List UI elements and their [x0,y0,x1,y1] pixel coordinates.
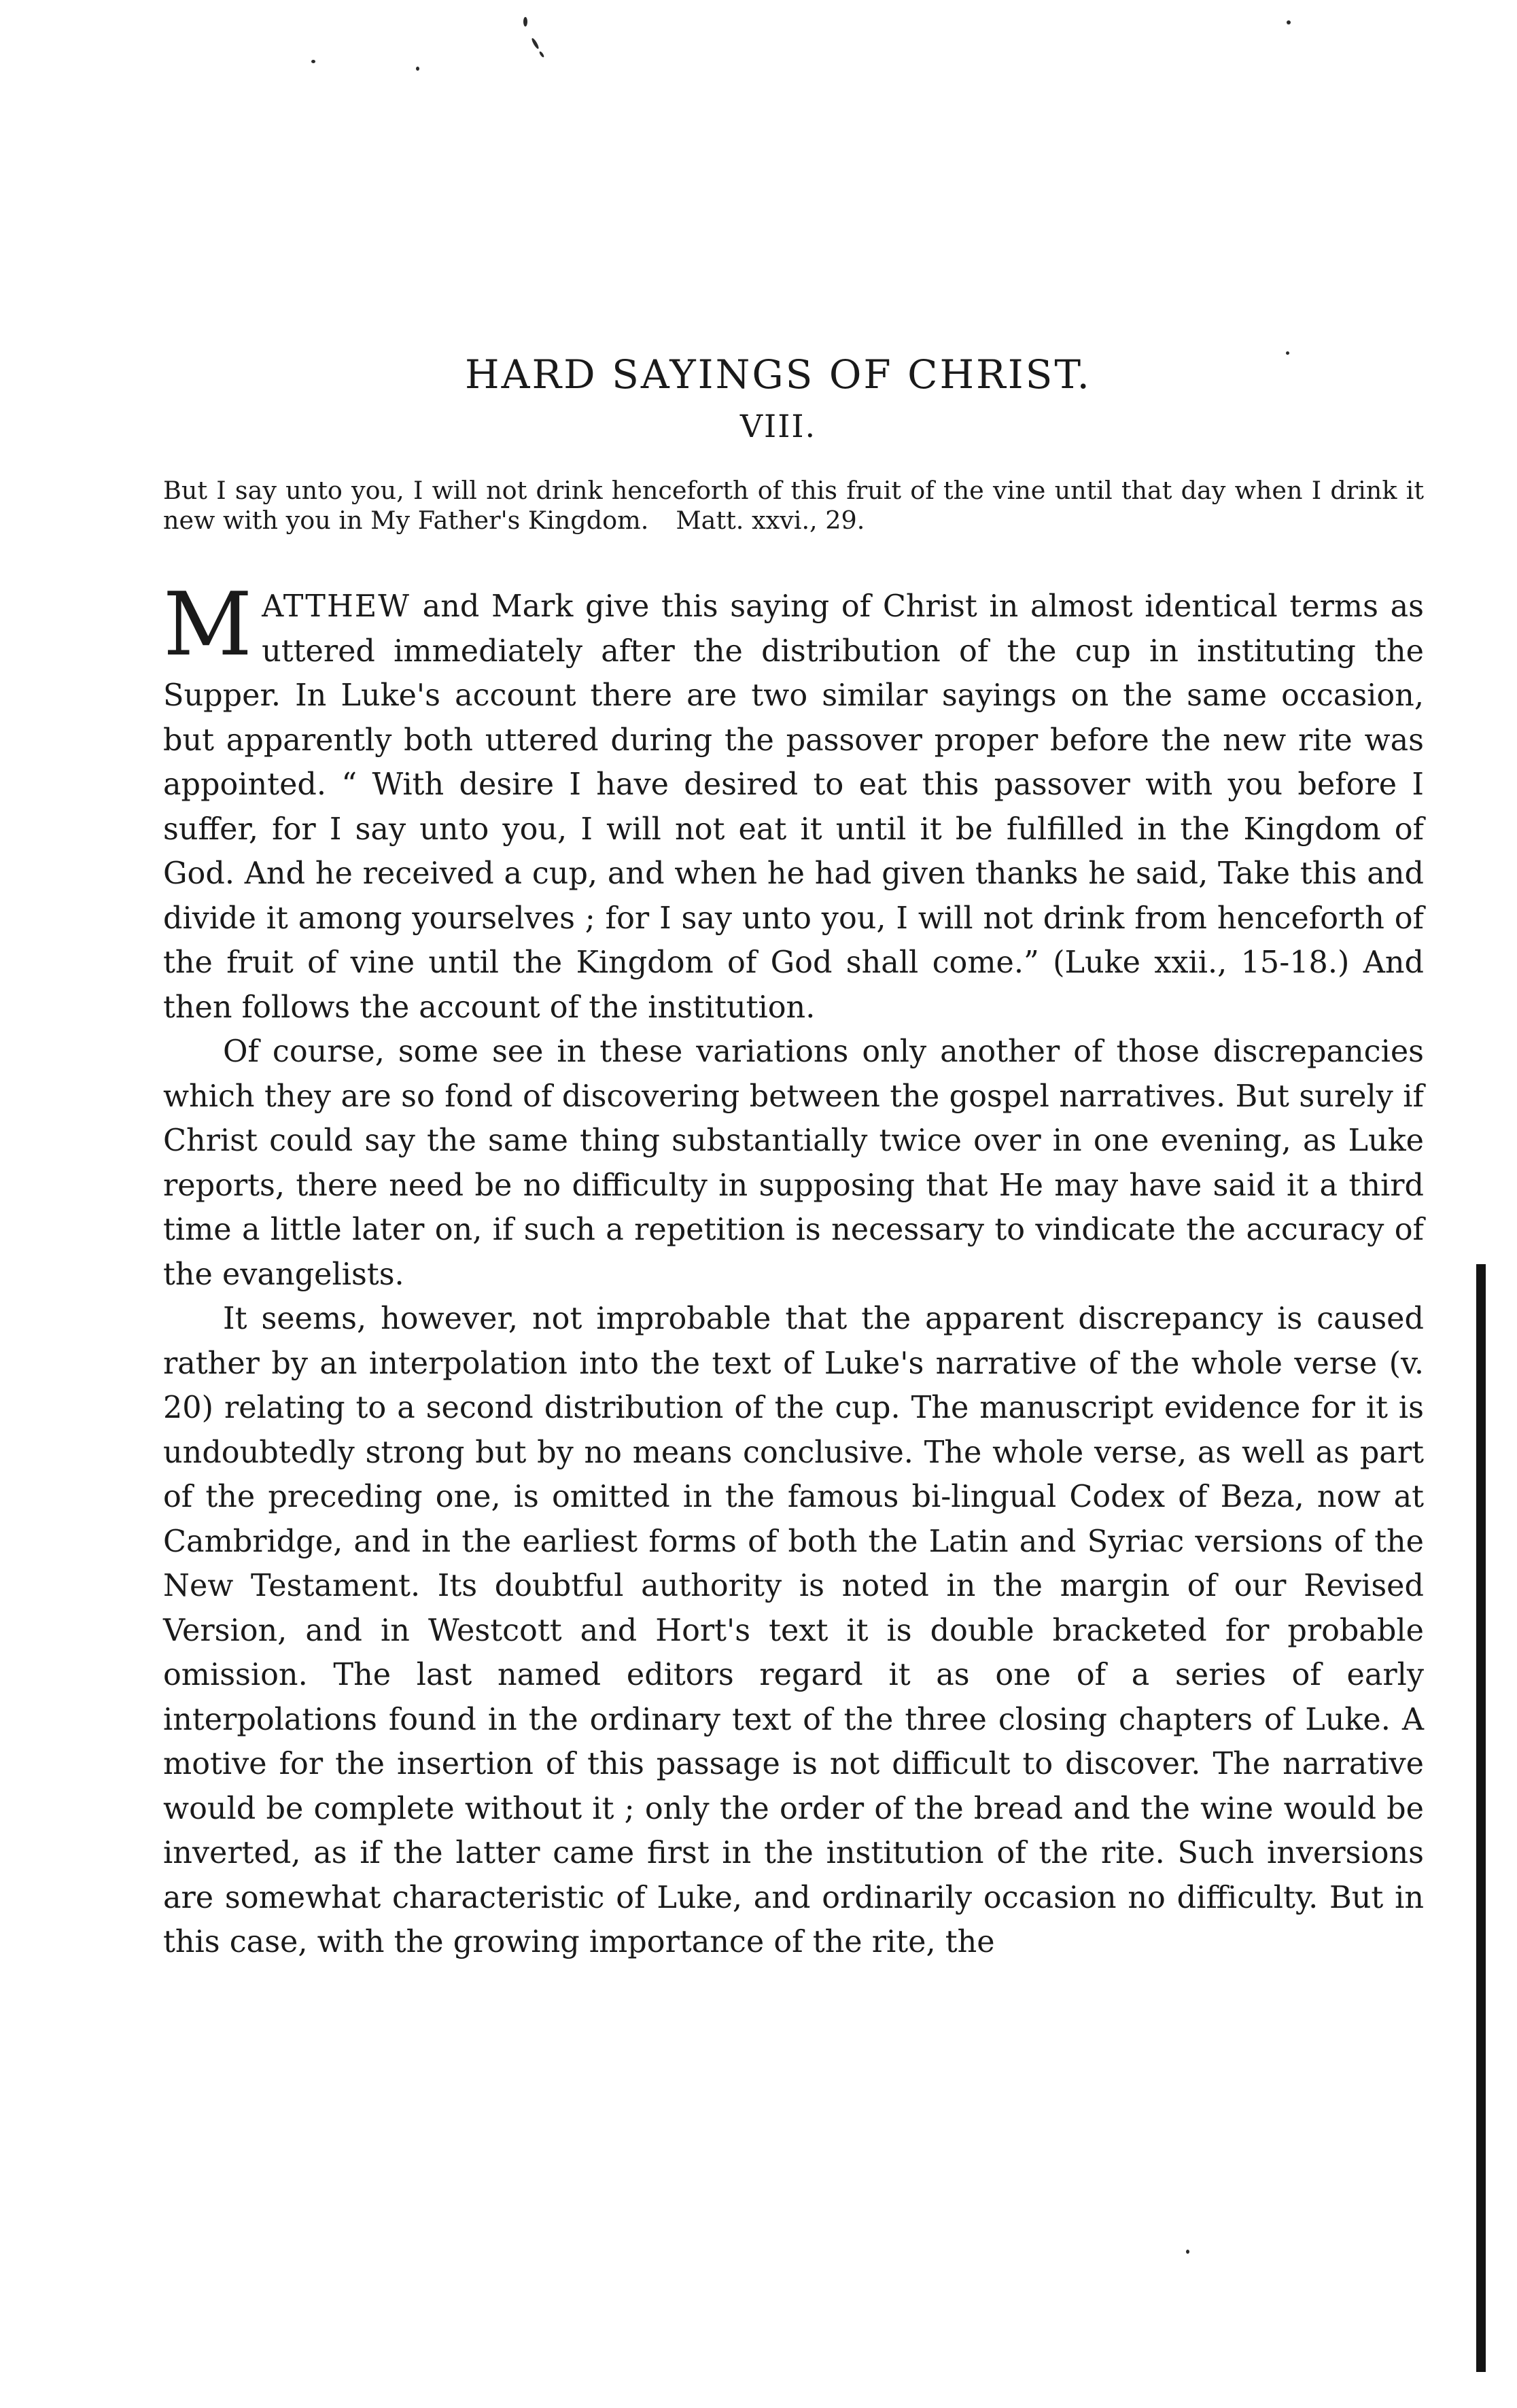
opening-word: ATTHEW [262,589,411,624]
chapter-numeral: VIII. [739,408,817,444]
drop-cap: M [163,574,253,676]
scan-speck [311,60,315,63]
paragraph-3: It seems, however, not improbable that the apparent discrepancy is caused rather by an interpolation into the text of Luke's narrative of the whole verse (v. 20) relating to a second distribution of the cup. The manuscript evidence for it is undoubtedly strong but by no means conclusive. The whole verse, as well as part of the preceding one, is omitted in the famous bi-lingual Codex of Beza, now at Cambridge, and in the earliest forms of both the Latin and Syriac versions of the New Testament. Its doubtful authority is noted in the margin of our Revised Version, and in Westcott and Hort's text it is double bracketed for probable omission. The last named editors regard it as one of a series of early interpolations found in the ordinary text of the three closing chapters of Luke. A motive for the insertion of this passage is not difficult to discover. The narrative would be complete without it ; only the order of the bread and the wine would be inverted, as if the latter came first in the institution of the rite. Such inversions are somewhat characteristic of Luke, and ordinarily occasion no difficulty. But in this case, with the growing importance of the rite, the [163,1302,1424,1959]
epigraph-text: But I say unto you, I will not drink henceforth of this fruit of the vine until that day when I drink it new with you in My Father's Kingdom. [163,476,1424,535]
scan-speck [531,37,540,50]
epigraph [163,476,1424,536]
page-title: HARD SAYINGS OF CHRIST. [465,351,1092,398]
scan-speck [523,17,527,27]
scan-speck [416,67,419,71]
scan-speck [1186,2250,1189,2254]
body-text [163,574,1424,1965]
scan-edge-shadow [1476,1264,1486,2372]
paragraph-1-text: and Mark give this saying of Christ in almost identical terms as uttered immediately after the distribution of the cup in instituting the Supper. In Luke's account there are two similar sayings on the same occasion, but apparently both uttered during the passover proper before the new rite was appointed. “ With desire I have desired to eat this passover with you before I suffer, for I say unto you, I will not eat it until it be fulfilled in the Kingdom of God. And he received a cup, and when he had given thanks he said, Take this and divide it among yourselves ; for I say unto you, I will not drink from henceforth of the fruit of vine until the Kingdom of God shall come.” (Luke xxii., 15-18.) And then follows the account of the institution. [163,589,1424,1025]
paragraph-2: Of course, some see in these variations only another of those discrepancies which they are so fond of discovering between the gospel narratives. But surely if Christ could say the same thing substantially twice over in one evening, as Luke reports, there need be no difficulty in supposing that He may have said it a third time a little later on, if such a repetition is necessary to vindicate the accuracy of the evangelists. [163,1034,1424,1292]
epigraph-citation: Matt. xxvi., 29. [676,506,865,535]
paragraph-1 [163,574,1424,1030]
scan-speck [538,51,544,58]
scan-speck [1287,20,1291,24]
